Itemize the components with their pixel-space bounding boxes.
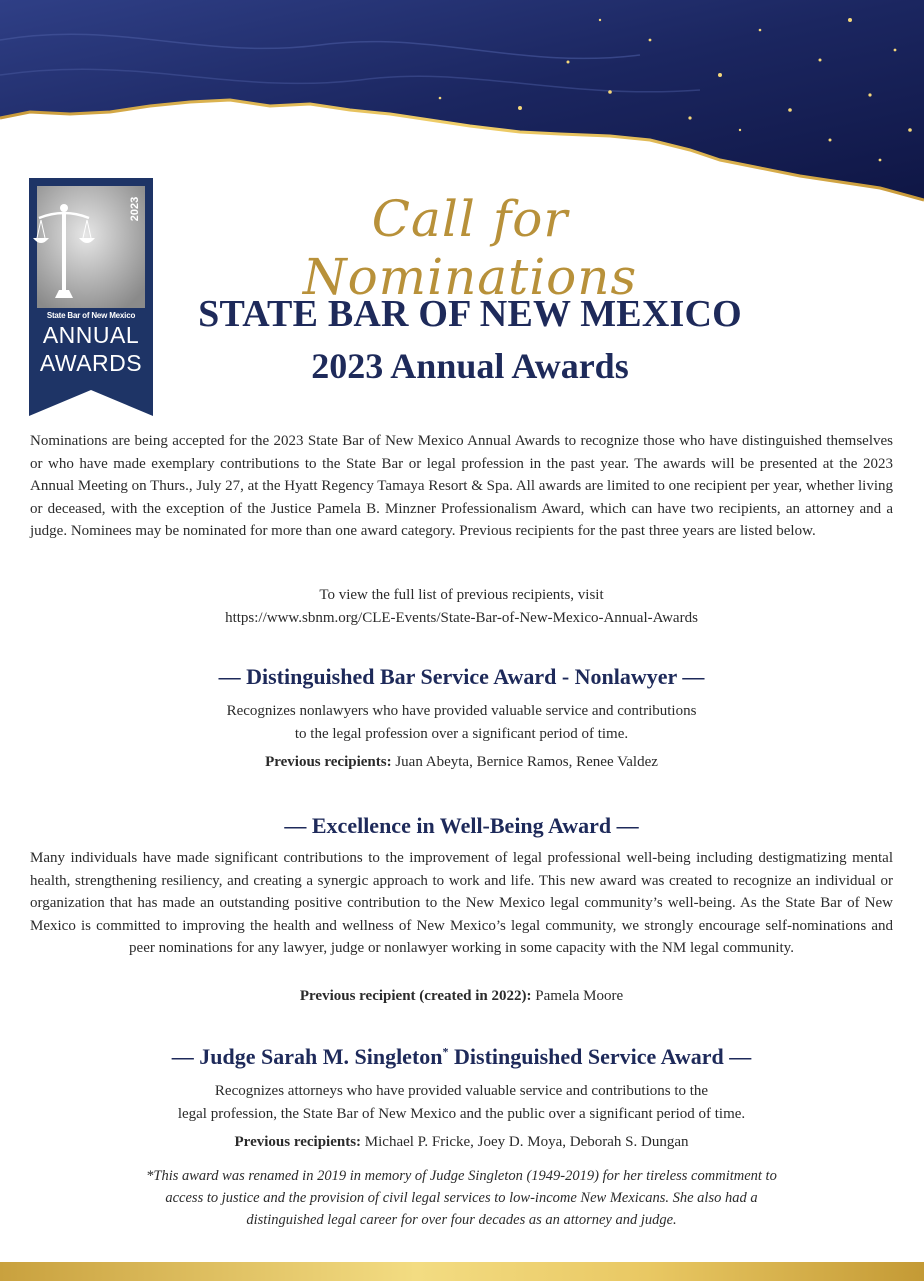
awards-url-link[interactable]: https://www.sbnm.org/CLE-Events/State-Bar-of-New-Mexico-Annual-Awards	[225, 610, 698, 626]
previous-recipients-names: Michael P. Fricke, Joey D. Moya, Deborah S. Dungan	[361, 1134, 689, 1150]
annual-awards-badge	[29, 178, 153, 416]
footnote-line: access to justice and the provision of civil legal services to low-income New Mexicans. She also had a	[165, 1190, 758, 1206]
badge-annual-text: ANNUAL	[42, 322, 140, 348]
award-desc-well-being: Many individuals have made significant contributions to the improvement of legal professional well-being including destigmatizing mental health, strengthening resiliency, and creating a synergic approach to work and life. This new award was created to recognize an individual or organization that has made an outstanding positive contribution to the New Mexico legal community’s well-being. As the State Bar of New Mexico is committed to improving the health and wellness of New Mexico’s legal community, we strongly encourage self-nominations and peer nominations for any lawyer, judge or nonlawyer working in some capacity with the NM legal community.	[30, 850, 893, 957]
footnote-marker: *	[442, 1044, 449, 1059]
previous-recipients-names: Juan Abeyta, Bernice Ramos, Renee Valdez	[391, 754, 658, 770]
previous-recipients-label: Previous recipients:	[234, 1134, 362, 1150]
footnote-line: *This award was renamed in 2019 in memory of Judge Singleton (1949-2019) for her tireless commitment to	[146, 1168, 777, 1184]
previous-recipients-nonlawyer	[30, 754, 893, 771]
previous-recipients-label: Previous recipients:	[265, 754, 392, 770]
footnote-line: distinguished legal career for over four decades as an attorney and judge.	[246, 1212, 677, 1228]
previous-recipients-label: Previous recipient (created in 2022):	[299, 988, 532, 1004]
previous-recipients-well-being	[30, 988, 893, 1005]
gold-footer-bar	[0, 1262, 924, 1281]
award-desc-line: to the legal profession over a significant period of time.	[294, 726, 629, 742]
award-desc-line: legal profession, the State Bar of New Mexico and the public over a significant period of time.	[177, 1106, 746, 1122]
award-title-text: — Judge Sarah M. Singleton	[171, 1044, 443, 1069]
intro-paragraph: Nominations are being accepted for the 2023 State Bar of New Mexico Annual Awards to recognize those who have distinguished themselves or who have made exemplary contributions to the State Bar or legal profession in the past year. The awards will be presented at the 2023 Annual Meeting on Thurs., July 27, at the Hyatt Regency Tamaya Resort & Spa. All awards are limited to one recipient per year, whether living or deceased, with the exception of the Justice Pamela B. Minzner Professionalism Award, which can have two recipients, an attorney and a judge. Nominees may be nominated for more than one award category. Previous recipients for the past three years are listed below.	[30, 433, 893, 539]
badge-year: 2023	[129, 196, 141, 222]
award-title-nonlawyer: — Distinguished Bar Service Award - Nonlawyer —	[218, 664, 705, 689]
page-title: STATE BAR OF NEW MEXICO	[198, 293, 742, 335]
visit-block	[30, 584, 893, 630]
award-desc-nonlawyer	[30, 700, 893, 746]
page-subtitle: 2023 Annual Awards	[311, 346, 629, 386]
award-desc-line: Recognizes attorneys who have provided valuable service and contributions to the	[214, 1083, 709, 1099]
award-title-well-being: — Excellence in Well-Being Award —	[284, 813, 639, 838]
previous-recipients-singleton	[30, 1134, 893, 1151]
visit-text: To view the full list of previous recipients, visit	[319, 587, 604, 603]
call-for-nominations-heading: Call for Nominations	[302, 190, 638, 306]
award-desc-singleton	[30, 1080, 893, 1126]
award-desc-line: Recognizes nonlawyers who have provided valuable service and contributions	[226, 703, 697, 719]
badge-org-text: State Bar of New Mexico	[46, 311, 136, 320]
previous-recipients-names: Pamela Moore	[531, 988, 624, 1004]
singleton-footnote	[60, 1165, 863, 1231]
award-title-singleton	[30, 1044, 893, 1070]
badge-awards-text: AWARDS	[39, 350, 143, 376]
award-title-text: Distinguished Service Award —	[448, 1044, 752, 1069]
